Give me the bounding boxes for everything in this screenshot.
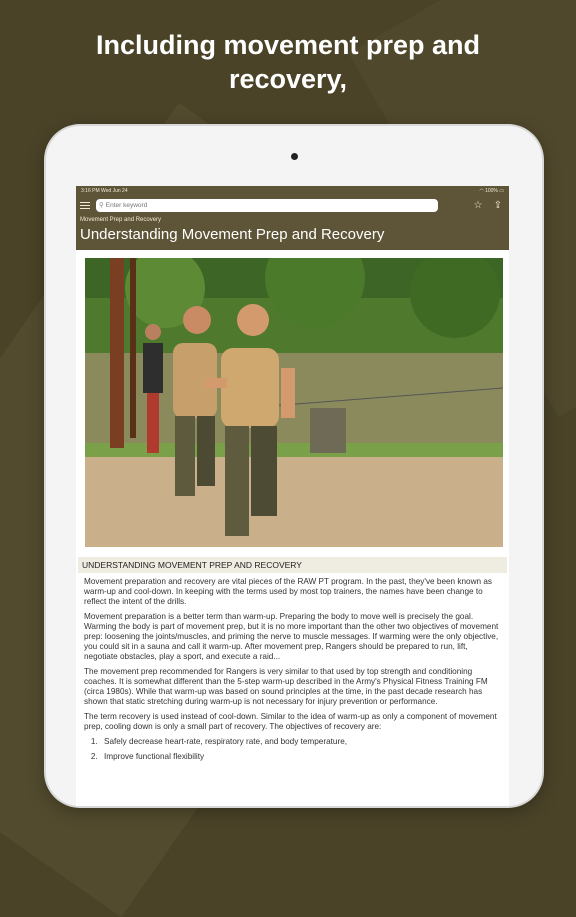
paragraph: The term recovery is used instead of cool-down. Similar to the idea of warm-up as only a component of movement prep, cooling down is only a small part of recovery. The objectives of recovery are: bbox=[84, 712, 497, 731]
title-area bbox=[76, 214, 509, 250]
battery-level: 100% bbox=[485, 188, 498, 194]
status-bar bbox=[76, 186, 509, 196]
paragraph: Movement preparation is a better term than warm-up. Preparing the body to move well is precisely the goal. Warming the body is part of movement prep, but it is no more important than the other two objectives of movement prep: loosening the joints/muscles, and priming the nerve to muscle messages. If warming were the only objective, you could sit in a sauna and call it warm-up. After movement prep, Rangers should be prepared to run, lift, negotiate obstacles, play a sport, and execute a raid... bbox=[84, 612, 499, 661]
share-icon[interactable]: ⇪ bbox=[493, 199, 503, 211]
section-heading: UNDERSTANDING MOVEMENT PREP AND RECOVERY bbox=[78, 557, 507, 573]
page-title: Understanding Movement Prep and Recovery bbox=[80, 226, 385, 243]
search-icon: ⚲ bbox=[99, 202, 104, 209]
headline-line-2: recovery, bbox=[228, 64, 348, 94]
list-item: 2. Improve functional flexibility bbox=[100, 752, 501, 762]
soldiers-running-image bbox=[85, 258, 503, 547]
breadcrumb[interactable]: Movement Prep and Recovery bbox=[80, 217, 162, 223]
list-item: 1. Safely decrease heart-rate, respiratory rate, and body temperature, bbox=[100, 737, 501, 747]
wifi-icon: ◠ bbox=[479, 188, 484, 194]
search-input[interactable] bbox=[106, 202, 406, 209]
status-time-date: 3:16 PM Wed Jun 24 bbox=[81, 188, 128, 194]
app-screen bbox=[76, 186, 509, 806]
paragraph: The movement prep recommended for Rangers is very similar to that used by top strength and conditioning coaches. It is somewhat different than the 5-step warm-up described in the Army's Physical Fitness Training FM (circa 1980s). While that warm-up was based on sound principles at the time, in the past decade research has shown that static stretching during warm-up is not necessary for injury prevention or performance. bbox=[84, 667, 488, 706]
tablet-device bbox=[46, 126, 542, 806]
hamburger-menu-icon[interactable] bbox=[80, 202, 90, 209]
headline-line-1: Including movement prep and bbox=[95, 30, 481, 60]
battery-icon: ▭ bbox=[499, 188, 504, 194]
star-add-icon[interactable]: ☆ bbox=[473, 199, 483, 211]
recovery-objectives-list bbox=[84, 737, 501, 762]
camera-icon bbox=[291, 153, 298, 160]
toolbar bbox=[76, 196, 509, 214]
search-box[interactable] bbox=[96, 199, 438, 212]
article-photo bbox=[85, 258, 503, 547]
paragraph: Movement preparation and recovery are vital pieces of the RAW PT program. In the past, they've been known as warm-up and cool-down. In keeping with the terms used by most top trainers, the names have been change to reflect the intent of the drills. bbox=[84, 577, 492, 606]
status-right bbox=[479, 186, 504, 196]
promo-headline bbox=[0, 28, 576, 96]
article-body bbox=[76, 573, 509, 762]
